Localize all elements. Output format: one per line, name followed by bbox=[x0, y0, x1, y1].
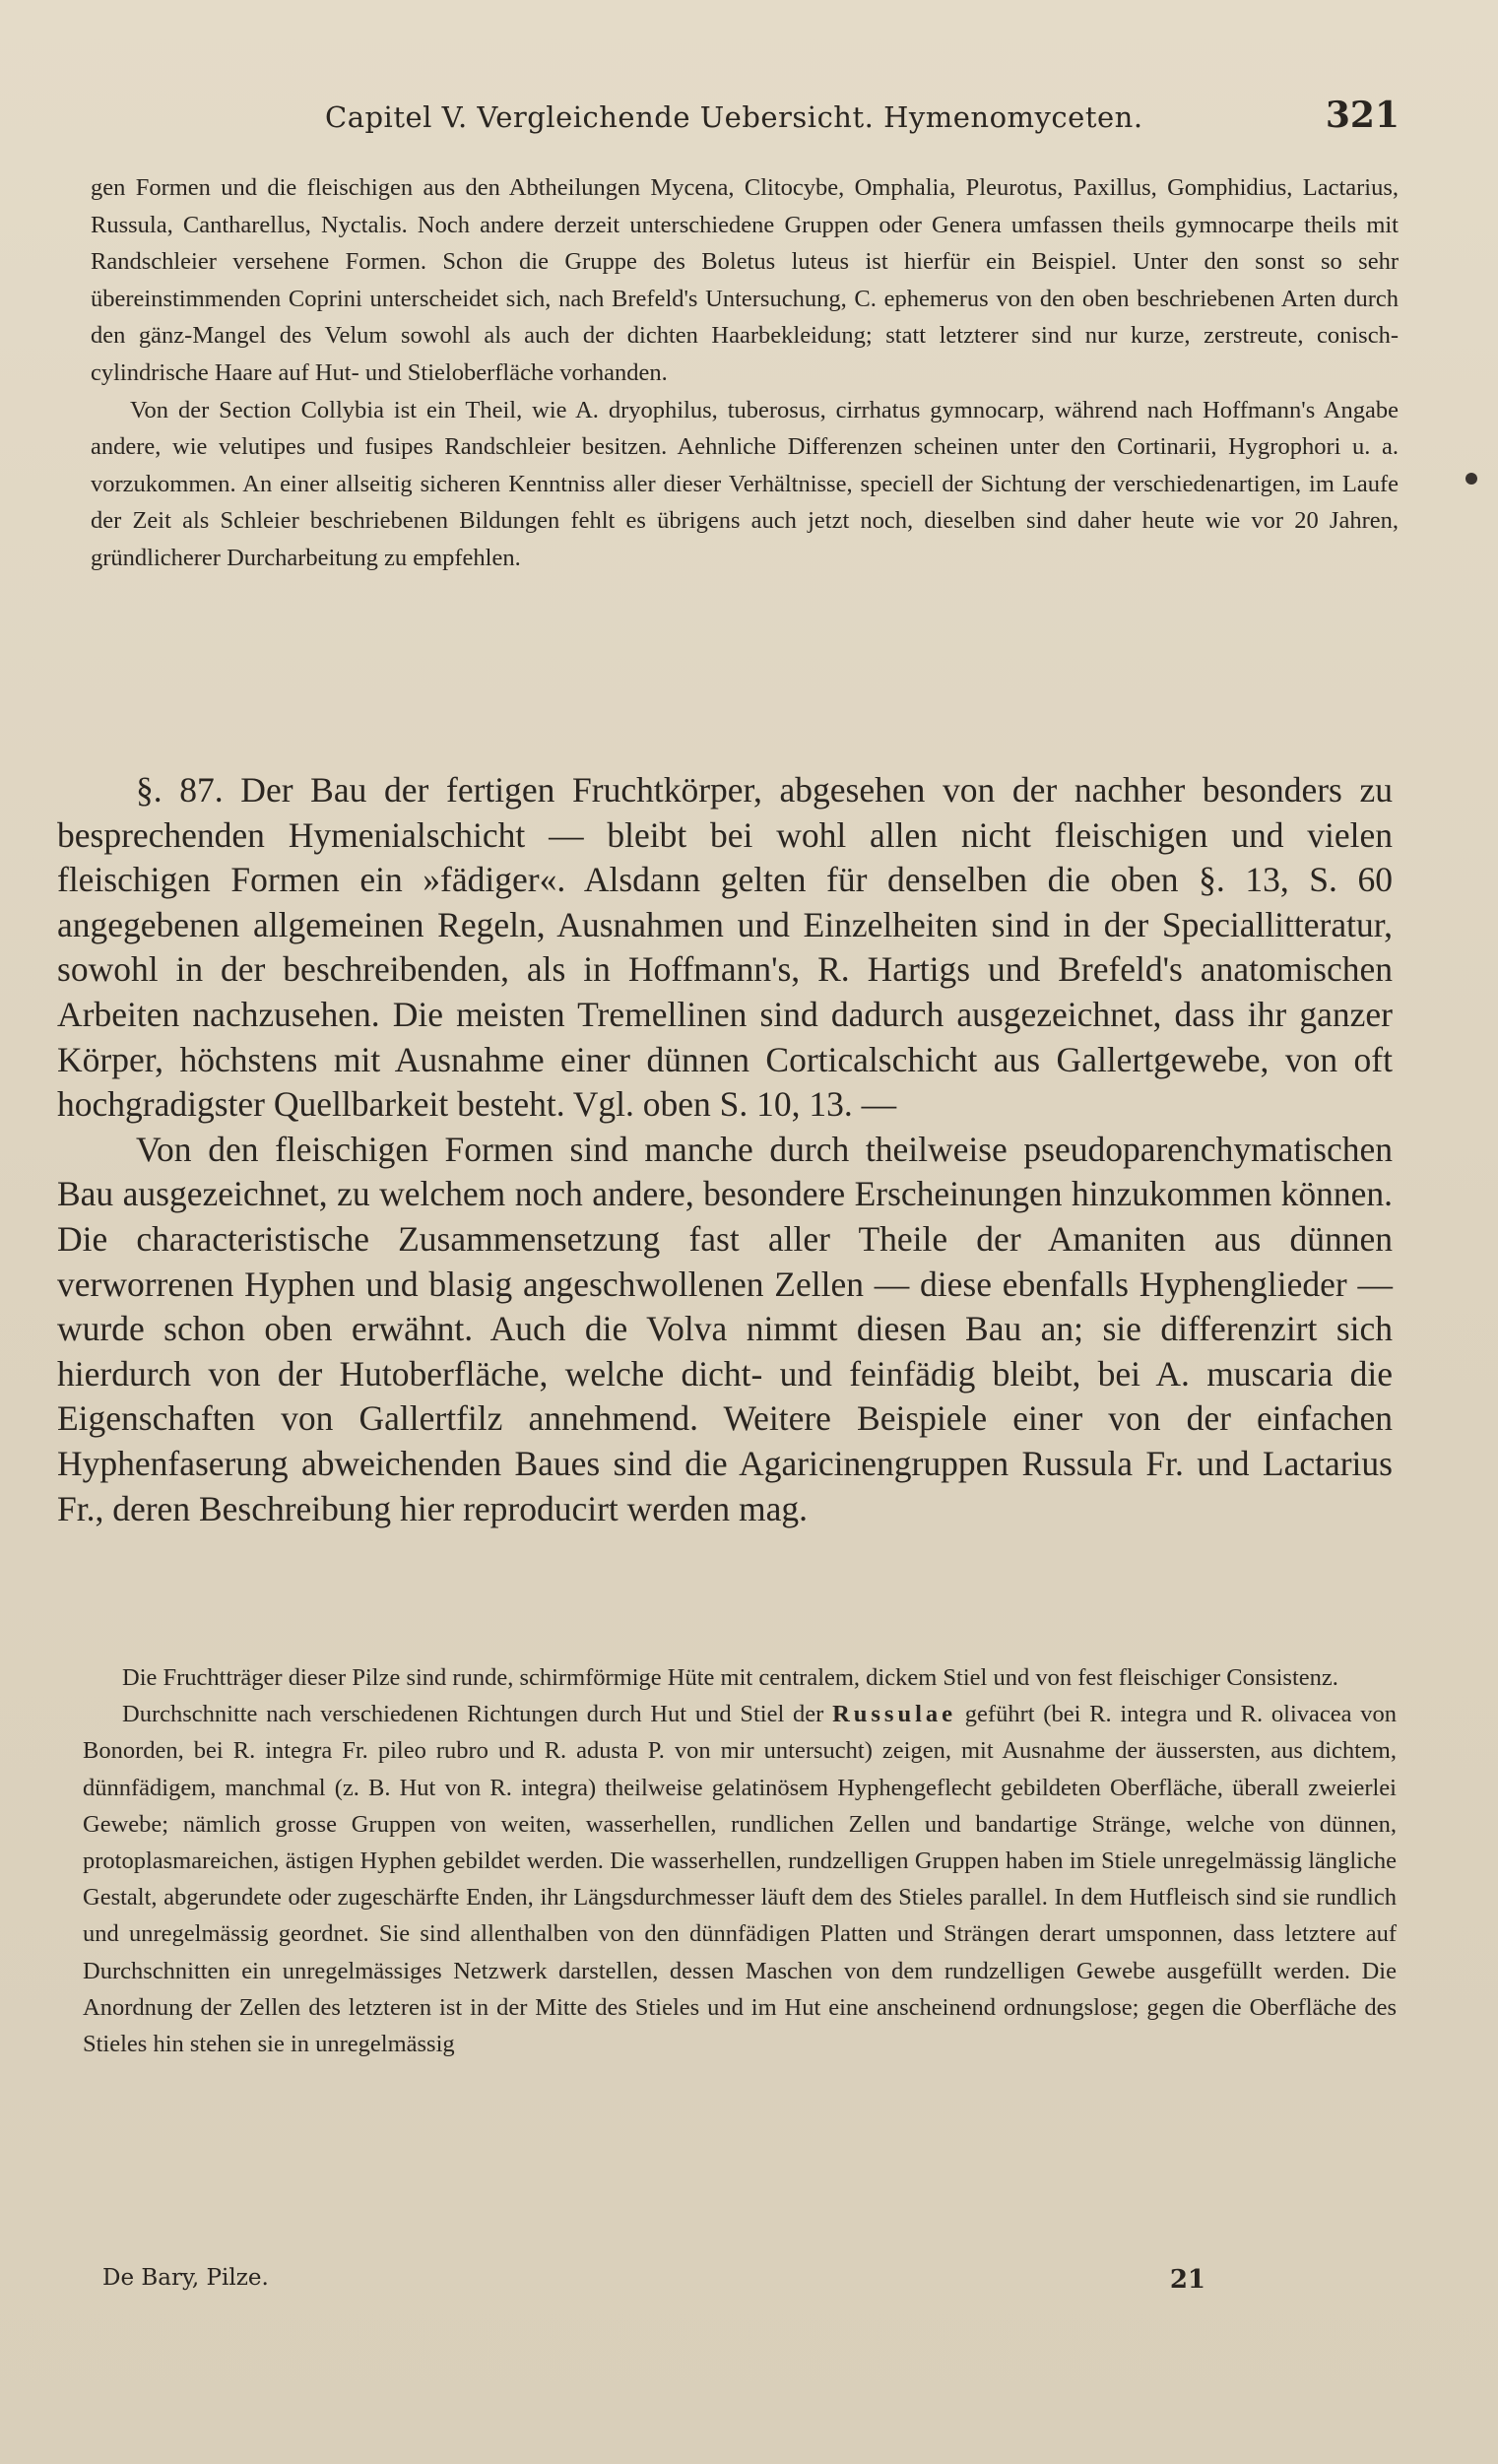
main-text-section bbox=[57, 768, 1393, 1531]
body-paragraph: Von den fleischigen Formen sind manche durch theilweise pseudoparenchymatischen Bau ausgezeichnet, zu welchem noch andere, besondere Erscheinungen hinzukommen können. Die characteristische Zusammensetzung fast aller Theile der Amaniten aus dünnen verworrenen Hyphen und blasig angeschwollenen Zellen — diese ebenfalls Hyphenglieder — wurde schon oben erwähnt. Auch die Volva nimmt diesen Bau an; sie differenzirt sich hierdurch von der Hutoberfläche, welche dicht- und feinfädig bleibt, bei A. muscaria die Eigenschaften von Gallertfilz annehmend. Weitere Beispiele einer von der einfachen Hyphenfaserung abweichenden Baues sind die Agaricinengruppen Russula Fr. und Lactarius Fr., deren Beschreibung hier reproducirt werden mag. bbox=[57, 1129, 1393, 1528]
small-print-paragraph: gen Formen und die fleischigen aus den Abtheilungen Mycena, Clitocybe, Omphalia, Pleurotus, Paxillus, Gomphidius, Lactarius, Russula, Cantharellus, Nyctalis. Noch andere derzeit unterschiedene Gruppen oder Genera umfassen theils gymnocarpe theils mit Randschleier versehene Formen. Schon die Gruppe des Boletus luteus ist hierfür ein Beispiel. Unter den sonst so sehr übereinstimmenden Coprini unterscheidet sich, nach Brefeld's Untersuchung, C. ephemerus von den oben beschriebenen Arten durch den gänz-Mangel des Velum sowohl als auch der dichten Haarbekleidung; statt letzterer sind nur kurze, zerstreute, conisch-cylindrische Haare auf Hut- und Stieloberfläche vorhanden. bbox=[91, 174, 1399, 386]
small-print-paragraph: Von der Section Collybia ist ein Theil, wie A. dryophilus, tuberosus, cirrhatus gymnocarp, während nach Hoffmann's Angabe andere, wie velutipes und fusipes Randschleier besitzen. Aehnliche Differenzen scheinen unter den Cortinarii, Hygrophori u. a. vorzukommen. An einer allseitig sicheren Kenntniss aller dieser Verhältnisse, speciell der Sichtung der verschiedenartigen, im Laufe der Zeit als Schleier beschriebenen Bildungen fehlt es übrigens auch jetzt noch, dieselben sind daher heute wie vor 20 Jahren, gründlicherer Durcharbeitung zu empfehlen. bbox=[91, 396, 1399, 571]
note-text: Durchschnitte nach verschiedenen Richtungen durch Hut und Stiel der bbox=[122, 1701, 824, 1728]
page-footer bbox=[102, 2265, 1205, 2295]
page-number: 321 bbox=[1325, 95, 1400, 136]
note-text: geführt (bei R. integra und R. olivacea von Bonorden, bei R. integra Fr. pileo rubro und R. adusta P. von mir untersucht) zeigen, mit Ausnahme der äussersten, aus dichtem, dünnfädigem, manchmal (z. B. Hut von R. integra) theilweise gelatinösem Hyphengeflecht gebildeten Oberfläche, überall zweierlei Gewebe; nämlich grosse Gruppen von weiten, wasserhellen, rundlichen Zellen und bandartige Stränge, welche von dünnen, protoplasmareichen, ästigen Hyphen gebildet werden. Die wasserhellen, rundzelligen Gruppen haben im Stiele unregelmässig längliche Gestalt, abgerundete oder zugeschärfte Enden, ihr Längsdurchmesser läuft dem des Stieles parallel. In dem Hutfleisch sind sie rundlich und unregelmässig geordnet. Sie sind allenthalben von den dünnfädigen Platten und Strängen derart umsponnen, dass letztere auf Durchschnitten ein unregelmässiges Netzwerk darstellen, dessen Maschen von dem rundzelligen Gewebe ausgefüllt werden. Die Anordnung der Zellen des letzteren ist in der Mitte des Stieles und im Hut eine anscheinend ordnungslose; gegen die Oberfläche des Stieles hin stehen sie in unregelmässig bbox=[83, 1701, 1398, 2058]
sheet-number: 21 bbox=[1169, 2265, 1205, 2295]
genus-name-spaced: Russulae bbox=[832, 1701, 957, 1728]
small-print-section bbox=[91, 169, 1399, 577]
note-paragraph bbox=[83, 1696, 1397, 2062]
note-paragraph: Die Fruchtträger dieser Pilze sind runde, schirmförmige Hüte mit centralem, dickem Stiel und von fest fleischiger Consistenz. bbox=[122, 1664, 1338, 1691]
ink-spot bbox=[1465, 473, 1477, 485]
russula-description-section bbox=[83, 1659, 1397, 2062]
running-title: Capitel V. Vergleichende Uebersicht. Hymenomyceten. bbox=[325, 100, 1143, 134]
book-signature: De Bary, Pilze. bbox=[102, 2265, 269, 2291]
section-87-paragraph: §. 87. Der Bau der fertigen Fruchtkörper, abgesehen von der nachher besonders zu besprechenden Hymenialschicht — bleibt bei wohl allen nicht fleischigen und vielen fleischigen Formen ein »fädiger«. Alsdann gelten für denselben die oben §. 13, S. 60 angegebenen allgemeinen Regeln, Ausnahmen und Einzelheiten sind in der Speciallitteratur, sowohl in der beschreibenden, als in Hoffmann's, R. Hartigs und Brefeld's anatomischen Arbeiten nachzusehen. Die meisten Tremellinen sind dadurch ausgezeichnet, dass ihr ganzer Körper, höchstens mit Ausnahme einer dünnen Corticalschicht aus Gallertgewebe, von oft hochgradigster Quellbarkeit besteht. Vgl. oben S. 10, 13. — bbox=[57, 770, 1393, 1125]
running-header bbox=[325, 95, 1400, 136]
